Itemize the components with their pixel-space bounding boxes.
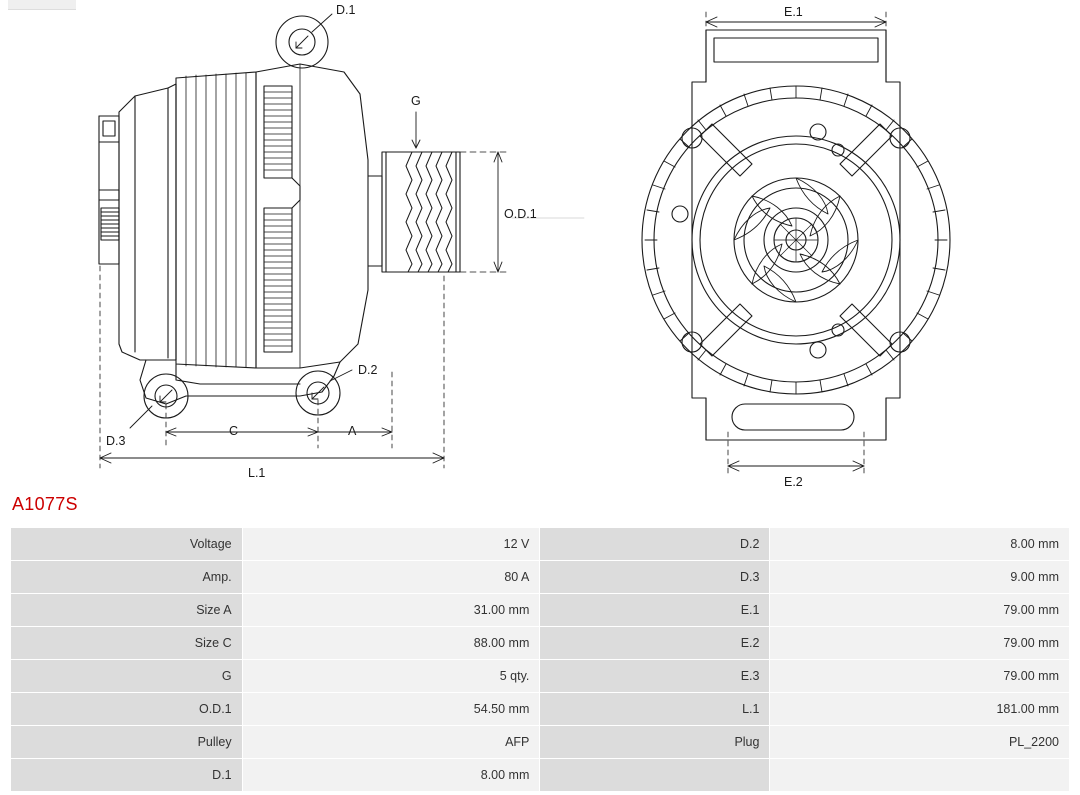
spec-value: 8.00 mm xyxy=(242,759,540,792)
spec-label: O.D.1 xyxy=(11,693,243,726)
table-row xyxy=(11,759,1070,792)
page-title: A1077S xyxy=(12,494,78,514)
spec-value: 31.00 mm xyxy=(242,594,540,627)
spec-value-empty xyxy=(770,759,1070,792)
spec-label: D.1 xyxy=(11,759,243,792)
spec-value: 8.00 mm xyxy=(770,528,1070,561)
specifications-table xyxy=(10,527,1070,792)
label-c: C xyxy=(229,424,239,438)
spec-label: Size A xyxy=(11,594,243,627)
spec-value: AFP xyxy=(242,726,540,759)
spec-value: PL_2200 xyxy=(770,726,1070,759)
spec-value: 79.00 mm xyxy=(770,660,1070,693)
label-e1: E.1 xyxy=(784,5,803,19)
spec-label: L.1 xyxy=(540,693,770,726)
label-a: A xyxy=(348,424,357,438)
label-d2: D.2 xyxy=(358,363,378,377)
label-d1: D.1 xyxy=(336,3,356,17)
spec-value: 12 V xyxy=(242,528,540,561)
spec-value: 79.00 mm xyxy=(770,627,1070,660)
spec-value: 5 qty. xyxy=(242,660,540,693)
table-row xyxy=(11,561,1070,594)
table-row xyxy=(11,660,1070,693)
table-row xyxy=(11,693,1070,726)
spec-label: Plug xyxy=(540,726,770,759)
spec-label: Size C xyxy=(11,627,243,660)
label-od1: O.D.1 xyxy=(504,207,537,221)
spec-value: 80 A xyxy=(242,561,540,594)
table-row xyxy=(11,594,1070,627)
table-row xyxy=(11,627,1070,660)
table-row xyxy=(11,726,1070,759)
label-e2: E.2 xyxy=(784,475,803,489)
label-l1: L.1 xyxy=(248,466,266,480)
spec-label: Voltage xyxy=(11,528,243,561)
spec-value: 79.00 mm xyxy=(770,594,1070,627)
table-row xyxy=(11,528,1070,561)
spec-label: G xyxy=(11,660,243,693)
spec-label: D.3 xyxy=(540,561,770,594)
spec-value: 88.00 mm xyxy=(242,627,540,660)
spec-value: 9.00 mm xyxy=(770,561,1070,594)
spec-value: 181.00 mm xyxy=(770,693,1070,726)
spec-label: Pulley xyxy=(11,726,243,759)
spec-label-empty xyxy=(540,759,770,792)
label-g: G xyxy=(411,94,421,108)
spec-label: D.2 xyxy=(540,528,770,561)
spec-value: 54.50 mm xyxy=(242,693,540,726)
label-d3: D.3 xyxy=(106,434,126,448)
spec-label: E.1 xyxy=(540,594,770,627)
spec-label: E.2 xyxy=(540,627,770,660)
spec-label: E.3 xyxy=(540,660,770,693)
spec-label: Amp. xyxy=(11,561,243,594)
